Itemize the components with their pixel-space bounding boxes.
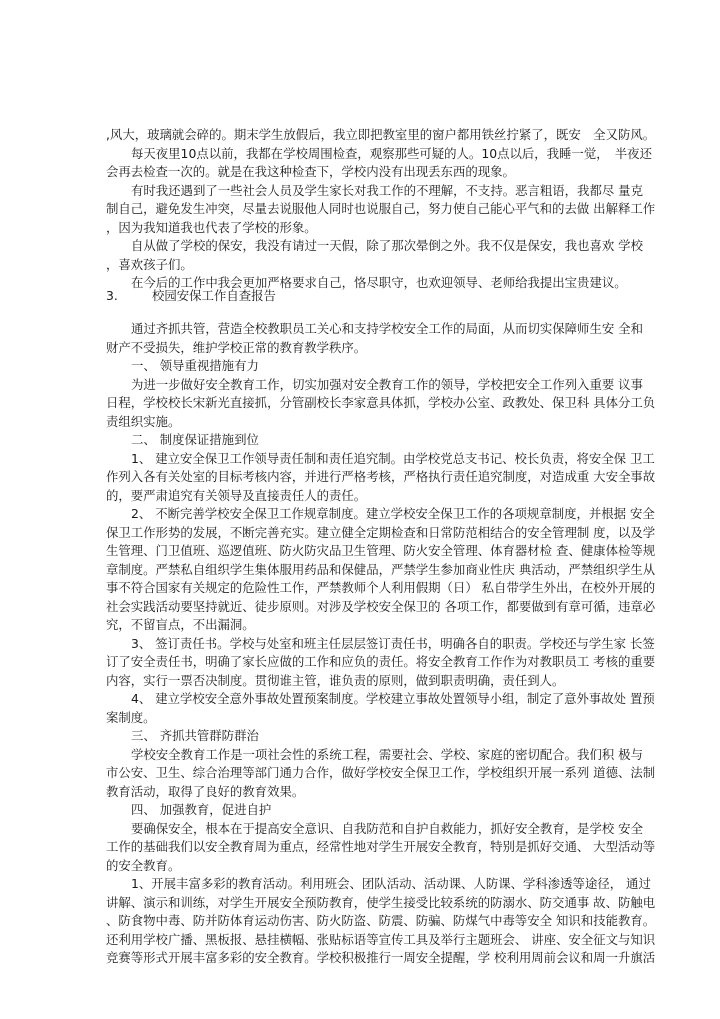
text-line: 1、开展丰富多彩的教育活动。利用班会、团队活动、活动课、人防课、学科渗透等途径， 通过 [131, 876, 651, 891]
text-line: 在今后的工作中我会更加严格要求自己，恪尽职守，也欢迎领导、老师给我提出宝贵建议。 [131, 275, 627, 290]
text-line: 通过齐抓共管，营造全校教职员工关心和支持学校安全工作的局面，从而切实保障师生安 全和 [131, 321, 643, 336]
text-line: ，喜欢孩子们。 [106, 256, 193, 272]
text-line: 为进一步做好安全教育工作，切实加强对安全教育工作的领导，学校把安全工作列入重要 议事 [131, 376, 643, 392]
text-line: 二、 制度保证措施到位 [131, 432, 259, 447]
text-line: 4、 建立学校安全意外事故处置预案制度。学校建立事故处置领导小组，制定了意外事故处 置预 [131, 691, 655, 706]
section-heading [106, 287, 276, 306]
paragraph [106, 431, 618, 450]
text-line: 的，要严肃追究有关领导及直接责任人的责任。 [106, 487, 367, 503]
text-line: 订了安全责任书，明确了家长应做的工作和应负的责任。将安全教育工作作为对教职员工 考核的重要 [106, 654, 656, 669]
text-line: 的安全教育。 [106, 857, 181, 873]
text-line: 3、 签订责任书。学校与处室和班主任层层签订责任书，明确各自的职责。学校还与学生家 长签 [131, 635, 655, 651]
text-line: 会再去检查一次的。就是在我这种检查下，学校内没有出现丢东西的现象。 [106, 164, 515, 179]
text-line: 一、 领导重视措施有力 [131, 358, 259, 373]
text-line: ,风大，玻璃就会碎的。期末学生放假后，我立即把教室里的窗户都用铁丝拧紧了，既安 全又防风。 [106, 127, 656, 142]
text-line: 内容，实行一票否决制度。贯彻谁主管，谁负责的原则，做到职责明确，责任到人。 [106, 672, 565, 688]
text-line: 事不符合国家有关规定的危险性工作，严禁教师个人利用假期（日） 私自带学生外出，在校外开展的 [106, 580, 656, 595]
paragraph [106, 145, 652, 182]
text-line: 生管理、门卫值班、巡逻值班、防火防灾品卫生管理、防火安全管理、体育器材检 查、健康体检等规 [106, 543, 656, 558]
paragraph [106, 505, 656, 635]
paragraph [106, 357, 618, 376]
text-line: 日程，学校校长宋新光直接抓，分管副校长李家意具体抓，学校办公室、政教处、保卫科 具体分工负 [106, 395, 656, 410]
text-line: 保卫工作形势的发展，不断完善充实。建立健全定期检查和日常防范相结合的安全管理制 度，以及学 [106, 524, 656, 540]
text-line: 制自己，避免发生冲突，尽量去说服他人同时也说服自己，努力使自己能心平气和的去做 出解释工作 [106, 201, 656, 216]
document-section-security-guard-report [106, 126, 656, 293]
paragraph [106, 635, 656, 691]
paragraph [106, 727, 618, 746]
heading-number: 3. [106, 288, 118, 303]
text-line: 财产不受损失，维护学校正常的教育教学秩序。 [106, 339, 367, 355]
paragraph [106, 801, 618, 820]
text-line: ，因为我知道我也代表了学校的形象。 [106, 219, 317, 235]
paragraph [106, 320, 643, 357]
paragraph [106, 820, 656, 876]
text-line: 还利用学校广播、黑板报、悬挂横幅、张贴标语等宣传工具及举行主题班会、 讲座、安全征文与知识 [106, 931, 656, 947]
heading-title: 校园安保工作自查报告 [152, 288, 276, 303]
text-line: 1、 建立安全保卫工作领导责任制和责任追究制。由学校党总支书记、校长负责，将安全保 卫工 [131, 450, 655, 466]
text-line: 每天夜里10点以前，我都在学校周围检查，观察那些可疑的人。10点以后，我睡一觉， 半夜还 [131, 145, 652, 161]
text-line: 、防食物中毒、防并防体育运动伤害、防火防盗、防震、防骗、防煤气中毒等安全 知识和技能教育。 [106, 913, 656, 928]
text-line: 市公安、卫生、综合治理等部门通力合作，做好学校安全保卫工作，学校组织开展一系列 道德、法制 [106, 765, 656, 780]
text-line: 案制度。 [106, 709, 156, 725]
text-line: 有时我还遇到了一些社会人员及学生家长对我工作的不理解，不支持。恶言粗语，我都尽 量克 [131, 182, 643, 198]
text-line: 究，不留盲点，不出漏洞。 [106, 617, 255, 632]
text-line: 社会实践活动要坚持就近、徒步原则。对涉及学校安全保卫的 各项工作，都要做到有章可循，违章必 [106, 598, 656, 614]
text-line: 竞赛等形式开展丰富多彩的安全教育。学校积极推行一周安全提醒，学 校利用周前会议和周一升旗活 [106, 950, 656, 965]
paragraph [106, 126, 656, 145]
text-line: 学校安全教育工作是一项社会性的系统工程，需要社会、学校、家庭的密切配合。我们积 极与 [131, 746, 643, 762]
paragraph [106, 237, 643, 274]
text-line: 四、 加强教育，促进自护 [131, 802, 272, 817]
text-line: 教育活动，取得了良好的教育效果。 [106, 783, 305, 799]
text-line: 责组织实施。 [106, 413, 181, 429]
paragraph [106, 690, 655, 727]
paragraph [106, 450, 656, 506]
document-section-self-inspection-report [106, 320, 656, 968]
text-line: 工作的基础我们以安全教育周为重点，经常性地对学生开展安全教育，特别是抓好交通、 大型活动等 [106, 839, 656, 854]
text-line: 作列入各有关处室的目标考核内容，并进行严格考核，严格执行责任追究制度，对造成重 大安全事故 [106, 469, 656, 484]
paragraph [106, 875, 656, 968]
text-line: 2、 不断完善学校安全保卫工作规章制度。建立学校安全保卫工作的各项规章制度，并根据 安全 [131, 506, 655, 521]
text-line: 章制度。严禁私自组织学生集体服用药品和保健品，严禁学生参加商业性庆 典活动，严禁组织学生从 [106, 561, 656, 577]
paragraph [106, 182, 656, 238]
text-line: 自从做了学校的保安，我没有请过一天假，除了那次晕倒之外。我不仅是保安，我也喜欢 学校 [131, 238, 643, 253]
paragraph [106, 376, 656, 432]
text-line: 讲解、演示和训练，对学生开展安全预防教育，使学生接受比较系统的防溺水、防交通事 故、防触电 [106, 894, 656, 910]
paragraph [106, 746, 656, 802]
text-line: 要确保安全，根本在于提高安全意识、自我防范和自护自救能力，抓好安全教育，是学校 安全 [131, 820, 643, 836]
text-line: 三、 齐抓共管群防群治 [131, 728, 259, 743]
